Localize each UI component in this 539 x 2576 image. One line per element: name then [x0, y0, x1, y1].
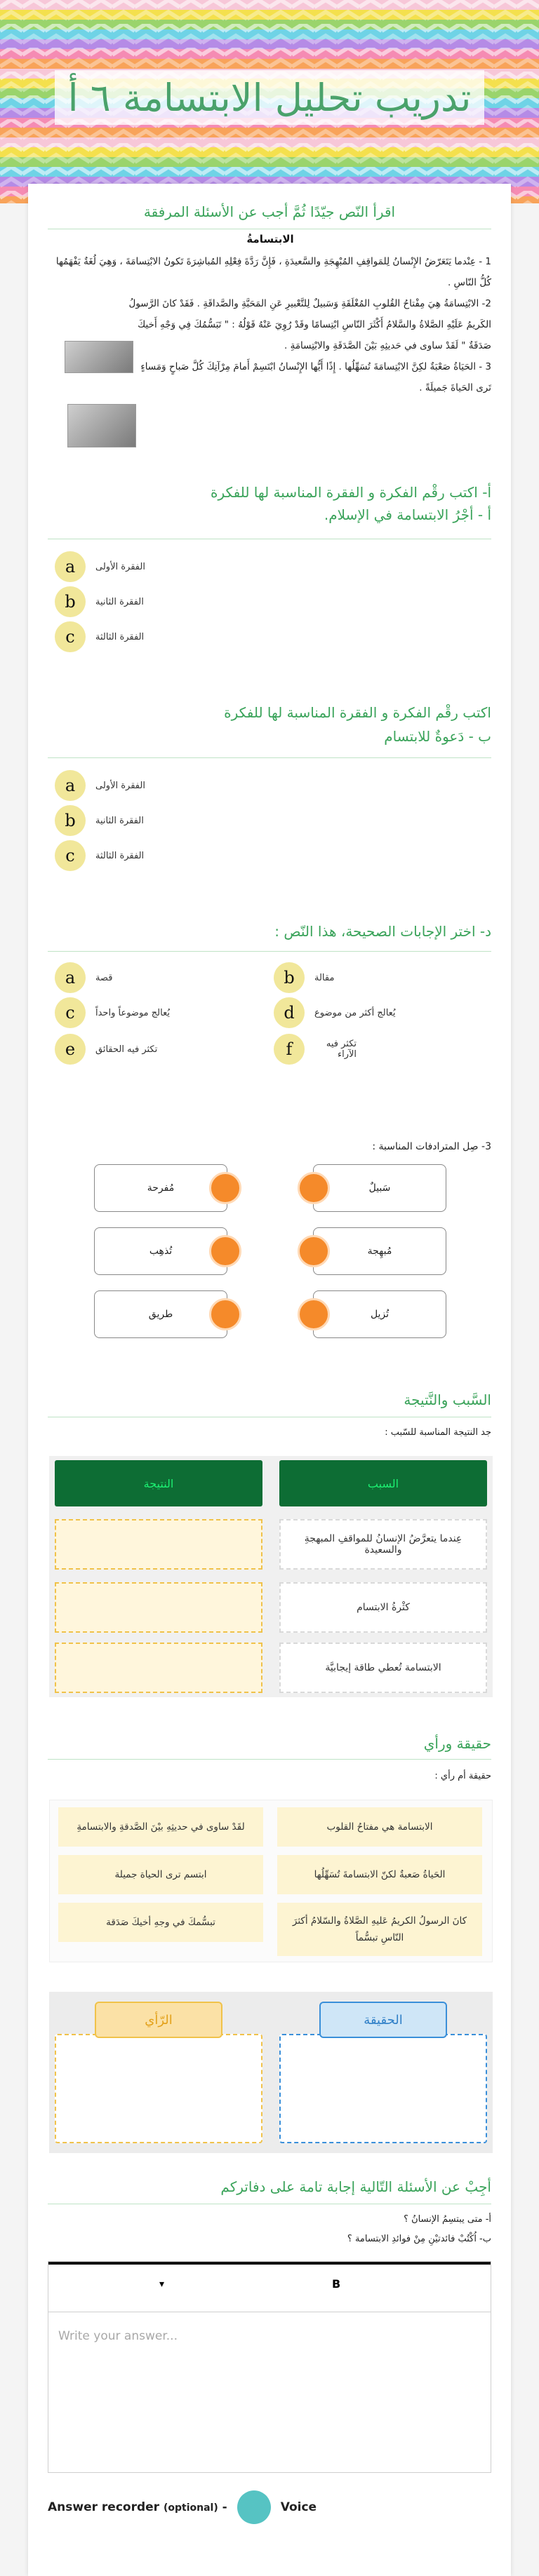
match-left-1[interactable]: مُفرحة — [94, 1164, 227, 1212]
match-right-2[interactable]: مُبهِجة — [313, 1227, 446, 1275]
match-right-3[interactable]: تُزيل — [313, 1290, 446, 1338]
option-letter-b: b — [274, 962, 305, 993]
cause-header — [279, 1460, 487, 1506]
option-a-para3[interactable] — [55, 621, 144, 652]
passage-paragraph-3: 3 - الحَيَاةُ صَعْبَةٌ لكِنَّ الابْتِسامَةَ تُسَهِّلُها . إِذًا أَيُّها الإِنْسانُ ابْتَسِمْ أَمامَ مِرْآتِكَ كُلَّ صَباحٍ وَمَساءٍ تَرى الحَياةَ جَميلَةً . — [140, 361, 491, 393]
voice-label: Voice — [280, 2500, 317, 2514]
match-dot-right-3[interactable] — [298, 1298, 330, 1330]
option-letter-c: c — [55, 997, 86, 1028]
answer-title: أجِبْ عن الأسئلة التّالية إجابة تامة على دفاتركم — [220, 2178, 491, 2195]
match-dot-right-1[interactable] — [298, 1172, 330, 1204]
cause-instruction: جد النتيجة المناسبة للسّبب : — [385, 1427, 491, 1438]
cause-item-3[interactable]: الابتسامة تُعطي طاقة إيجابيَّة — [279, 1643, 487, 1693]
cause-result-board — [49, 1456, 493, 1697]
cause-item-1[interactable]: عِندما يتعرَّضُ الإنسانُ للمواقفِ المبهجةِ والسعيدة — [279, 1519, 487, 1570]
fact-item-3[interactable]: كانَ الرسولُ الكريمُ عَليهِ الصَّلاةُ والسّلامُ أكثرَ النّاسِ تبسُّماً — [277, 1903, 482, 1956]
answer-question-2: ب- اُكْتُبْ فائدتيْنِ مِنْ فوائدِ الابتسامة ؟ — [347, 2234, 491, 2244]
option-letter-c: c — [55, 840, 86, 871]
option-d-d[interactable] — [274, 997, 396, 1028]
cause-title: السَّبب والنَّتيجة — [404, 1391, 491, 1408]
result-drop-zone-1[interactable] — [55, 1519, 262, 1570]
smiling-man-photo — [67, 404, 136, 447]
smiling-child-photo — [65, 341, 133, 373]
recorder-dash: - — [222, 2500, 227, 2514]
option-label: تكثر فيه الحقائق — [95, 1044, 158, 1055]
option-a-para1[interactable] — [55, 551, 145, 582]
option-label: يُعالج أكثر من موضوع — [314, 1007, 396, 1018]
option-letter-d: d — [274, 997, 305, 1028]
option-letter-a: a — [55, 770, 86, 801]
answer-recorder — [48, 2490, 317, 2525]
option-letter-c: c — [55, 621, 86, 652]
cause-item-2[interactable]: كثْرةُ الابتسام — [279, 1582, 487, 1633]
match-dot-right-2[interactable] — [298, 1235, 330, 1267]
option-letter-a: a — [55, 551, 86, 582]
question-b-subtitle: ب - دَعوةٌ للابتسام — [384, 728, 491, 745]
option-label: مقالة — [314, 972, 335, 983]
match-dot-left-2[interactable] — [209, 1235, 241, 1267]
question-a-title: ﺃ- اكتب رقْم الفكرة و الفقرة المناسبة لها للفكرة — [211, 484, 491, 501]
recorder-label-text: Answer recorder — [48, 2500, 160, 2514]
bold-button[interactable]: B — [332, 2277, 341, 2291]
option-label: قصة — [95, 972, 113, 983]
option-letter-b: b — [55, 805, 86, 836]
fact-item-2[interactable]: الحَياةُ صَعبةٌ لكنّ الابتسامةَ تُسَهِّلُها — [277, 1855, 482, 1894]
fact-item-1[interactable]: الابتسامة هي مفتاحُ القلوب — [277, 1807, 482, 1847]
opinion-tab — [95, 2002, 222, 2038]
option-letter-a: a — [55, 962, 86, 993]
match-dot-left-1[interactable] — [209, 1172, 241, 1204]
fact-item-6[interactable]: تبسُّمكَ في وجهِ أخيكَ صَدَقة — [58, 1903, 263, 1942]
recorder-optional: (optional) — [163, 2502, 218, 2514]
option-label: الفقرة الأولى — [95, 561, 145, 572]
option-d-e[interactable] — [55, 1034, 157, 1065]
divider — [48, 951, 491, 952]
passage-title: الابتسامةُ — [246, 233, 294, 245]
font-dropdown-icon[interactable]: ▾ — [159, 2279, 165, 2290]
match-left-2[interactable]: تُذهِب — [94, 1227, 227, 1275]
matching-title: 3- صِل المترادفات المناسبة : — [372, 1141, 491, 1152]
fact-tab-label: الحقيقة — [364, 2012, 403, 2028]
option-letter-f: f — [274, 1034, 305, 1065]
result-drop-zone-2[interactable] — [55, 1582, 262, 1633]
answer-input[interactable]: Write your answer... — [58, 2329, 178, 2343]
editor-toolbar — [48, 2262, 491, 2312]
fact-opinion-items — [49, 1800, 493, 1962]
option-letter-e: e — [55, 1034, 86, 1065]
fact-drop-zone[interactable] — [279, 2034, 487, 2143]
fact-instruction: حقيقة أم رأي : — [434, 1771, 491, 1781]
fact-title: حقيقة ورأي — [423, 1735, 491, 1752]
option-b-para3[interactable] — [55, 840, 144, 871]
match-left-3[interactable]: طريق — [94, 1290, 227, 1338]
option-d-a[interactable] — [55, 962, 112, 993]
header-banner — [0, 0, 539, 203]
option-label: الفقرة الأولى — [95, 780, 145, 791]
match-dot-left-3[interactable] — [209, 1298, 241, 1330]
question-a-subtitle: أ - أجْرُ الابتسامة في الإسلام. — [324, 506, 491, 523]
question-b-title: اكتب رقْم الفكرة و الفقرة المناسبة لها للفكرة — [224, 704, 491, 721]
title-box — [55, 70, 484, 125]
divider — [48, 1759, 491, 1760]
option-label: الفقرة الثالثة — [95, 850, 145, 861]
passage-paragraph-1: 1 - عِنْدما يَتَعَرّضُ الإِنْسانُ لِلمَواقِفِ المُبْهِجَةِ والسَّعيدَةِ ، فَإِنَّ رَدَّةَ فِعْلِهِ المُباشِرَةَ تَكونُ الابْتِسامَةَ ، وَهِيَ لُغَةٌ يَفْهَمُها كُلُّ النّاسِ . — [55, 256, 491, 288]
option-label: تكثر فيه الآراء — [326, 1039, 357, 1060]
option-d-b[interactable] — [274, 962, 334, 993]
fact-tab — [319, 2002, 447, 2038]
divider — [48, 757, 491, 758]
page-title: تدريب تحليل الابتسامة ٦ أ — [67, 75, 472, 120]
option-letter-b: b — [55, 586, 86, 617]
fact-item-4[interactable]: لقَدْ ساوى في حديثِهِ بيْنَ الصَّدقةِ والابتسامةِ — [58, 1807, 263, 1847]
result-header-label: النتيجة — [143, 1476, 174, 1490]
result-header — [55, 1460, 262, 1506]
fact-item-5[interactable]: ابتسم ترى الحياة جميلة — [58, 1855, 263, 1894]
option-b-para2[interactable] — [55, 805, 144, 836]
option-label: الفقرة الثانية — [95, 596, 144, 607]
result-drop-zone-3[interactable] — [55, 1643, 262, 1693]
option-a-para2[interactable] — [55, 586, 144, 617]
option-label: الفقرة الثالثة — [95, 631, 145, 642]
option-d-c[interactable] — [55, 997, 170, 1028]
recorder-label — [48, 2500, 227, 2514]
option-label: الفقرة الثانية — [95, 815, 144, 826]
fact-opinion-board — [49, 1992, 493, 2153]
option-b-para1[interactable] — [55, 770, 145, 801]
question-d-title: د- اختر الإجابات الصحيحة، هذا النّص : — [274, 923, 491, 940]
match-right-1[interactable]: سَبيلٌ — [313, 1164, 446, 1212]
passage-paragraph-2: 2- الابْتِسامَةُ هِيَ مِفْتاحُ القُلوبِ المُغْلَقَةِ وَسَبيلٌ لِلتَّعْبيرِ عَنِ المَحَبَّةِ والصَّداقَةِ . فَقَدْ كانَ الرَّسولُ الكَريمُ عَلَيْهِ الصَّلاةُ والسَّلامُ أَكْثَرَ النّاسِ ابْتِسامًا وقَدْ رُوِيَ عَنْهُ قَوْلُهُ : " تَبَسُّمُكَ فِي وَجْهِ أَخيكَ صَدَقَةٌ " لَقَدْ ساوى في حَديثِهِ بَيْنَ الصَّدَقَةِ والابْتِسامَةِ . — [128, 298, 491, 351]
answer-question-1: أ- متى يبتسِمُ الإنسانُ ؟ — [404, 2214, 491, 2225]
reading-instruction: اقرأ النّص جيّدًا ثُمَّ أجب عن الأسئلة المرفقة — [143, 203, 396, 220]
cause-header-label: السبب — [367, 1476, 399, 1490]
opinion-tab-label: الرّأي — [145, 2012, 173, 2028]
record-button[interactable] — [237, 2490, 271, 2524]
opinion-drop-zone[interactable] — [55, 2034, 262, 2143]
option-label: يُعالج موضوعاً واحداً — [95, 1007, 170, 1018]
option-d-f[interactable] — [274, 1034, 357, 1065]
answer-editor[interactable] — [48, 2261, 491, 2473]
